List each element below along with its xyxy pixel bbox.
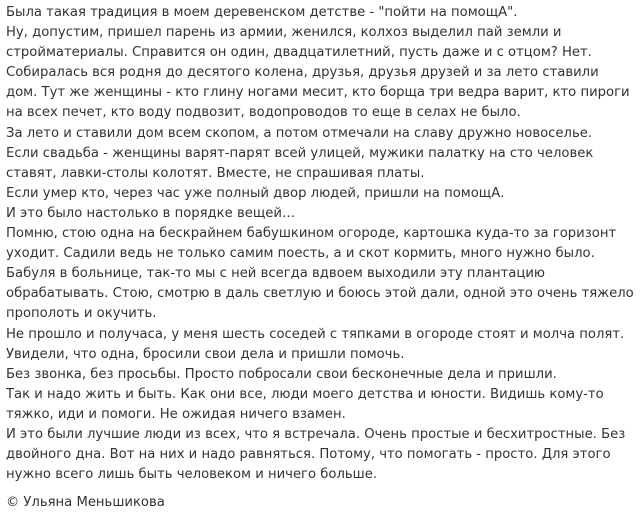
paragraph-9: Не прошло и получаса, у меня шесть соседей с тяпками в огороде стоят и молча полят. Увидели, что одна, бросили свои дела и пришли помочь. <box>6 326 625 362</box>
paragraph-8: Помню, стою одна на бескрайнем бабушкином огороде, картошка куда-то за горизонт уходит. Садили ведь не только самим поесть, а и скот кормить, много нужно было. Бабуля в больнице, так-то мы с ней всегда вдвоем выходили эту плантацию обрабатывать. Стою, смотрю в даль светлую и боюсь этой дали, одной это очень тяжело прополоть и окучить. <box>6 226 634 322</box>
paragraph-6: Если умер кто, через час уже полный двор людей, пришли на помощА. <box>6 185 505 201</box>
paragraph-5: Если свадьба - женщины варят-парят всей улицей, мужики палатку на сто человек ставят, лавки-столы колотят. Вместе, не спрашивая платы. <box>6 145 594 181</box>
paragraph-7: И это было настолько в порядке вещей… <box>6 205 296 221</box>
paragraph-10: Без звонка, без просьбы. Просто побросали свои бесконечные дела и пришли. <box>6 366 557 382</box>
paragraph-1: Была такая традиция в моем деревенском детстве - "пойти на помощА". <box>6 5 518 20</box>
paragraph-2: Ну, допустим, пришел парень из армии, женился, колхоз выделил пай земли и стройматериалы. Справится он один, двадцатилетний, пусть даже и с отцом? Нет. <box>6 25 592 61</box>
author-signature: © Ульяна Меньшикова <box>6 495 165 511</box>
paragraph-12: И это были лучшие люди из всех, что я встречала. Очень простые и бесхитростные. Без двойного дна. Вот на них и надо равняться. Потому, что помогать - просто. Для этого нужно всего лишь быть человеком и ничего больше. <box>6 426 626 483</box>
paragraph-4: За лето и ставили дом всем скопом, а потом отмечали на славу дружно новоселье. <box>6 125 593 141</box>
paragraph-11: Так и надо жить и быть. Как они все, люди моего детства и юности. Видишь кому-то тяжко, иди и помоги. Не ожидая ничего взамен. <box>6 386 604 422</box>
paragraph-3: Собиралась вся родня до десятого колена, друзья, друзья друзей и за лето ставили дом. Тут же женщины - кто глину ногами месит, кто борща три ведра варит, кто пироги на всех печет, кто воду подвозит, водопроводов то еще в селах не было. <box>6 65 630 121</box>
